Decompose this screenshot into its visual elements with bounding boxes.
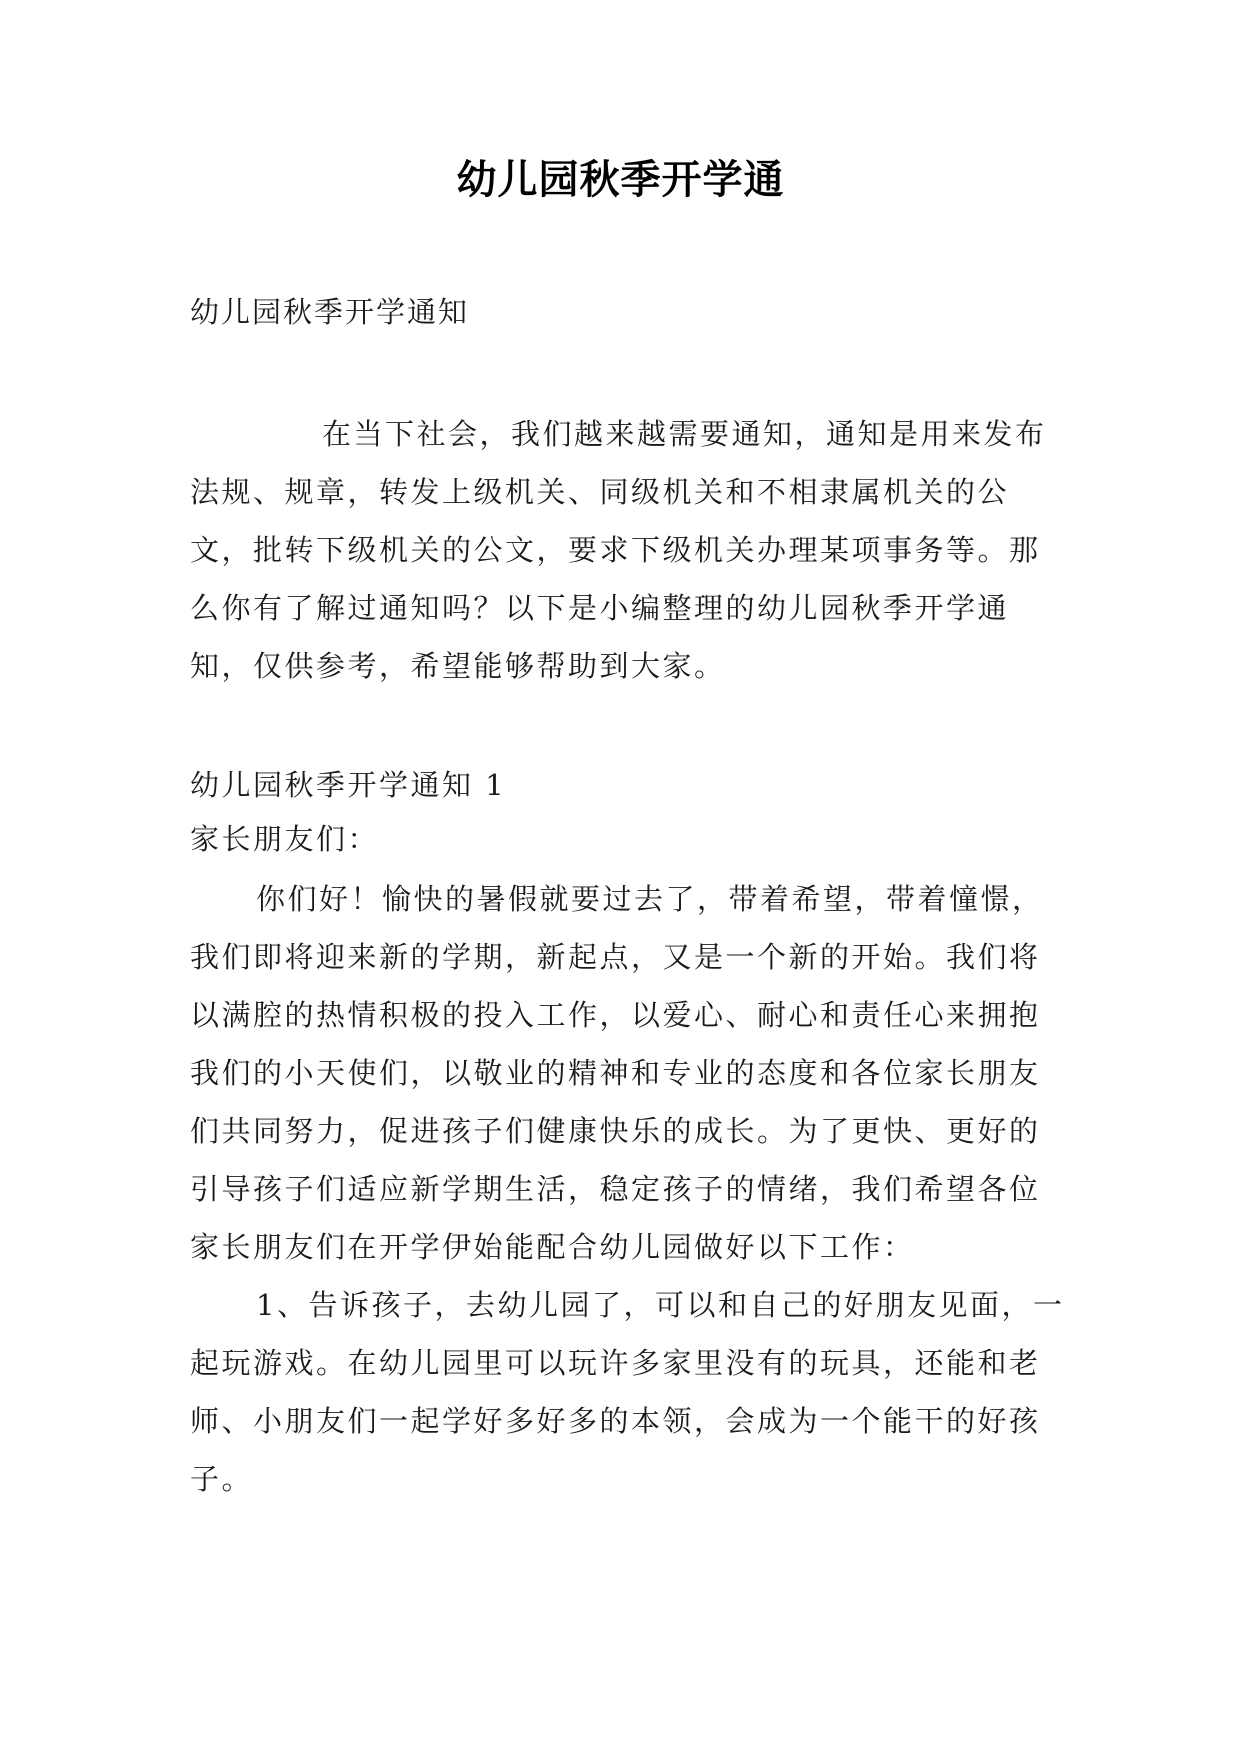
intro-paragraph: 在当下社会，我们越来越需要通知，通知是用来发布法规、规章，转发上级机关、同级机关和不相隶属机关的公文，批转下级机关的公文，要求下级机关办理某项事务等。那么你有了解过通知吗？以下是小编整理的幼儿园秋季开学通知，仅供参考，希望能够帮助到大家。 xyxy=(190,417,1047,683)
body-paragraph: 你们好！愉快的暑假就要过去了，带着希望，带着憧憬，我们即将迎来新的学期，新起点，又是一个新的开始。我们将以满腔的热情积极的投入工作，以爱心、耐心和责任心来拥抱我们的小天使们，以敬业的精神和专业的态度和各位家长朋友们共同努力，促进孩子们健康快乐的成长。为了更快、更好的引导孩子们适应新学期生活，稳定孩子的情绪，我们希望各位家长朋友们在开学伊始能配合幼儿园做好以下工作： xyxy=(190,882,1044,1264)
body-paragraph-item-1: 1、告诉孩子，去幼儿园了，可以和自己的好朋友见面，一起玩游戏。在幼儿园里可以玩许多家里没有的玩具，还能和老师、小朋友们一起学好多好多的本领，会成为一个能干的好孩子。 xyxy=(190,1288,1065,1496)
document-subtitle: 幼儿园秋季开学通知 xyxy=(190,295,470,329)
notice-section xyxy=(190,758,1070,1508)
intro-block xyxy=(190,405,1070,695)
section-heading: 幼儿园秋季开学通知 1 xyxy=(190,768,507,802)
greeting-line: 家长朋友们： xyxy=(190,822,380,856)
document-title: 幼儿园秋季开学通 xyxy=(456,156,785,203)
